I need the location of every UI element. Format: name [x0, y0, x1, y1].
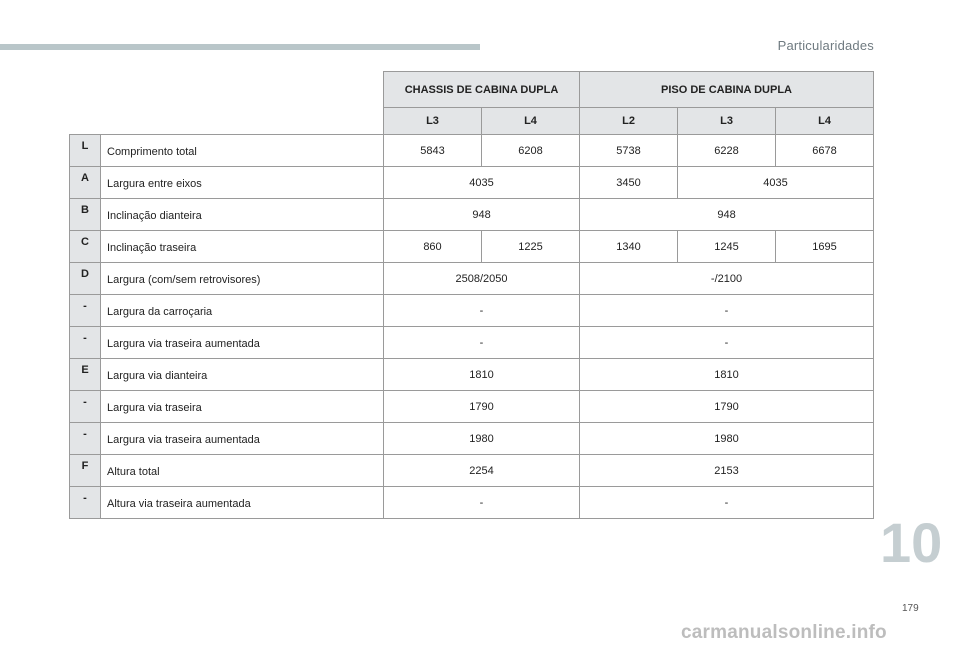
row-label: Largura entre eixos [101, 167, 384, 199]
value-cell: 948 [384, 199, 580, 231]
header-blank-cell [70, 108, 384, 135]
value-cell: 1810 [384, 359, 580, 391]
value-cell: - [384, 487, 580, 519]
row-letter: - [70, 391, 101, 423]
row-letter: A [70, 167, 101, 199]
value-cell: - [580, 295, 874, 327]
row-letter: D [70, 263, 101, 295]
table-row [70, 359, 874, 391]
value-cell: 1980 [580, 423, 874, 455]
value-cell: 1340 [580, 231, 678, 263]
value-cell: 4035 [384, 167, 580, 199]
table-row [70, 423, 874, 455]
value-cell: - [384, 327, 580, 359]
value-cell: 2254 [384, 455, 580, 487]
row-label: Altura total [101, 455, 384, 487]
value-cell: 6208 [482, 135, 580, 167]
table-row [70, 167, 874, 199]
page-number: 179 [902, 603, 919, 614]
value-cell: 3450 [580, 167, 678, 199]
value-cell: -/2100 [580, 263, 874, 295]
value-cell: - [580, 487, 874, 519]
value-cell: 948 [580, 199, 874, 231]
value-cell: - [384, 295, 580, 327]
value-cell: 1695 [776, 231, 874, 263]
sub-header-cell: L2 [580, 108, 678, 135]
value-cell: 4035 [678, 167, 874, 199]
row-label: Largura via traseira aumentada [101, 327, 384, 359]
value-cell: 6228 [678, 135, 776, 167]
table-row [70, 263, 874, 295]
value-cell: 5843 [384, 135, 482, 167]
value-cell: 2508/2050 [384, 263, 580, 295]
value-cell: - [580, 327, 874, 359]
value-cell: 1980 [384, 423, 580, 455]
row-label: Largura via traseira aumentada [101, 423, 384, 455]
group-header-piso: PISO DE CABINA DUPLA [580, 72, 874, 108]
row-letter: - [70, 295, 101, 327]
sub-header-cell: L4 [482, 108, 580, 135]
table-row [70, 455, 874, 487]
header-blank-cell [70, 72, 384, 108]
value-cell: 6678 [776, 135, 874, 167]
table-row [70, 295, 874, 327]
header-accent-bar [0, 44, 480, 50]
table-row [70, 135, 874, 167]
row-letter: E [70, 359, 101, 391]
sub-header-cell: L4 [776, 108, 874, 135]
table-row [70, 327, 874, 359]
table-row [70, 487, 874, 519]
dimensions-table [69, 71, 874, 519]
row-letter: - [70, 327, 101, 359]
table-row [70, 231, 874, 263]
row-label: Inclinação dianteira [101, 199, 384, 231]
row-label: Largura via traseira [101, 391, 384, 423]
row-letter: F [70, 455, 101, 487]
row-label: Largura (com/sem retrovisores) [101, 263, 384, 295]
table-row [70, 391, 874, 423]
section-title: Particularidades [777, 38, 874, 53]
row-letter: B [70, 199, 101, 231]
value-cell: 1225 [482, 231, 580, 263]
row-label: Inclinação traseira [101, 231, 384, 263]
row-label: Largura via dianteira [101, 359, 384, 391]
row-letter: C [70, 231, 101, 263]
row-label: Altura via traseira aumentada [101, 487, 384, 519]
row-letter: - [70, 423, 101, 455]
row-label: Largura da carroçaria [101, 295, 384, 327]
value-cell: 860 [384, 231, 482, 263]
watermark-text: carmanualsonline.info [681, 622, 887, 643]
table-sub-header-row [70, 108, 874, 135]
group-header-chassis: CHASSIS DE CABINA DUPLA [384, 72, 580, 108]
value-cell: 1245 [678, 231, 776, 263]
sub-header-cell: L3 [678, 108, 776, 135]
row-letter: - [70, 487, 101, 519]
value-cell: 1790 [384, 391, 580, 423]
table-row [70, 199, 874, 231]
row-letter: L [70, 135, 101, 167]
value-cell: 1810 [580, 359, 874, 391]
value-cell: 2153 [580, 455, 874, 487]
table-group-header-row [70, 72, 874, 108]
chapter-number: 10 [880, 511, 943, 574]
sub-header-cell: L3 [384, 108, 482, 135]
row-label: Comprimento total [101, 135, 384, 167]
value-cell: 5738 [580, 135, 678, 167]
value-cell: 1790 [580, 391, 874, 423]
